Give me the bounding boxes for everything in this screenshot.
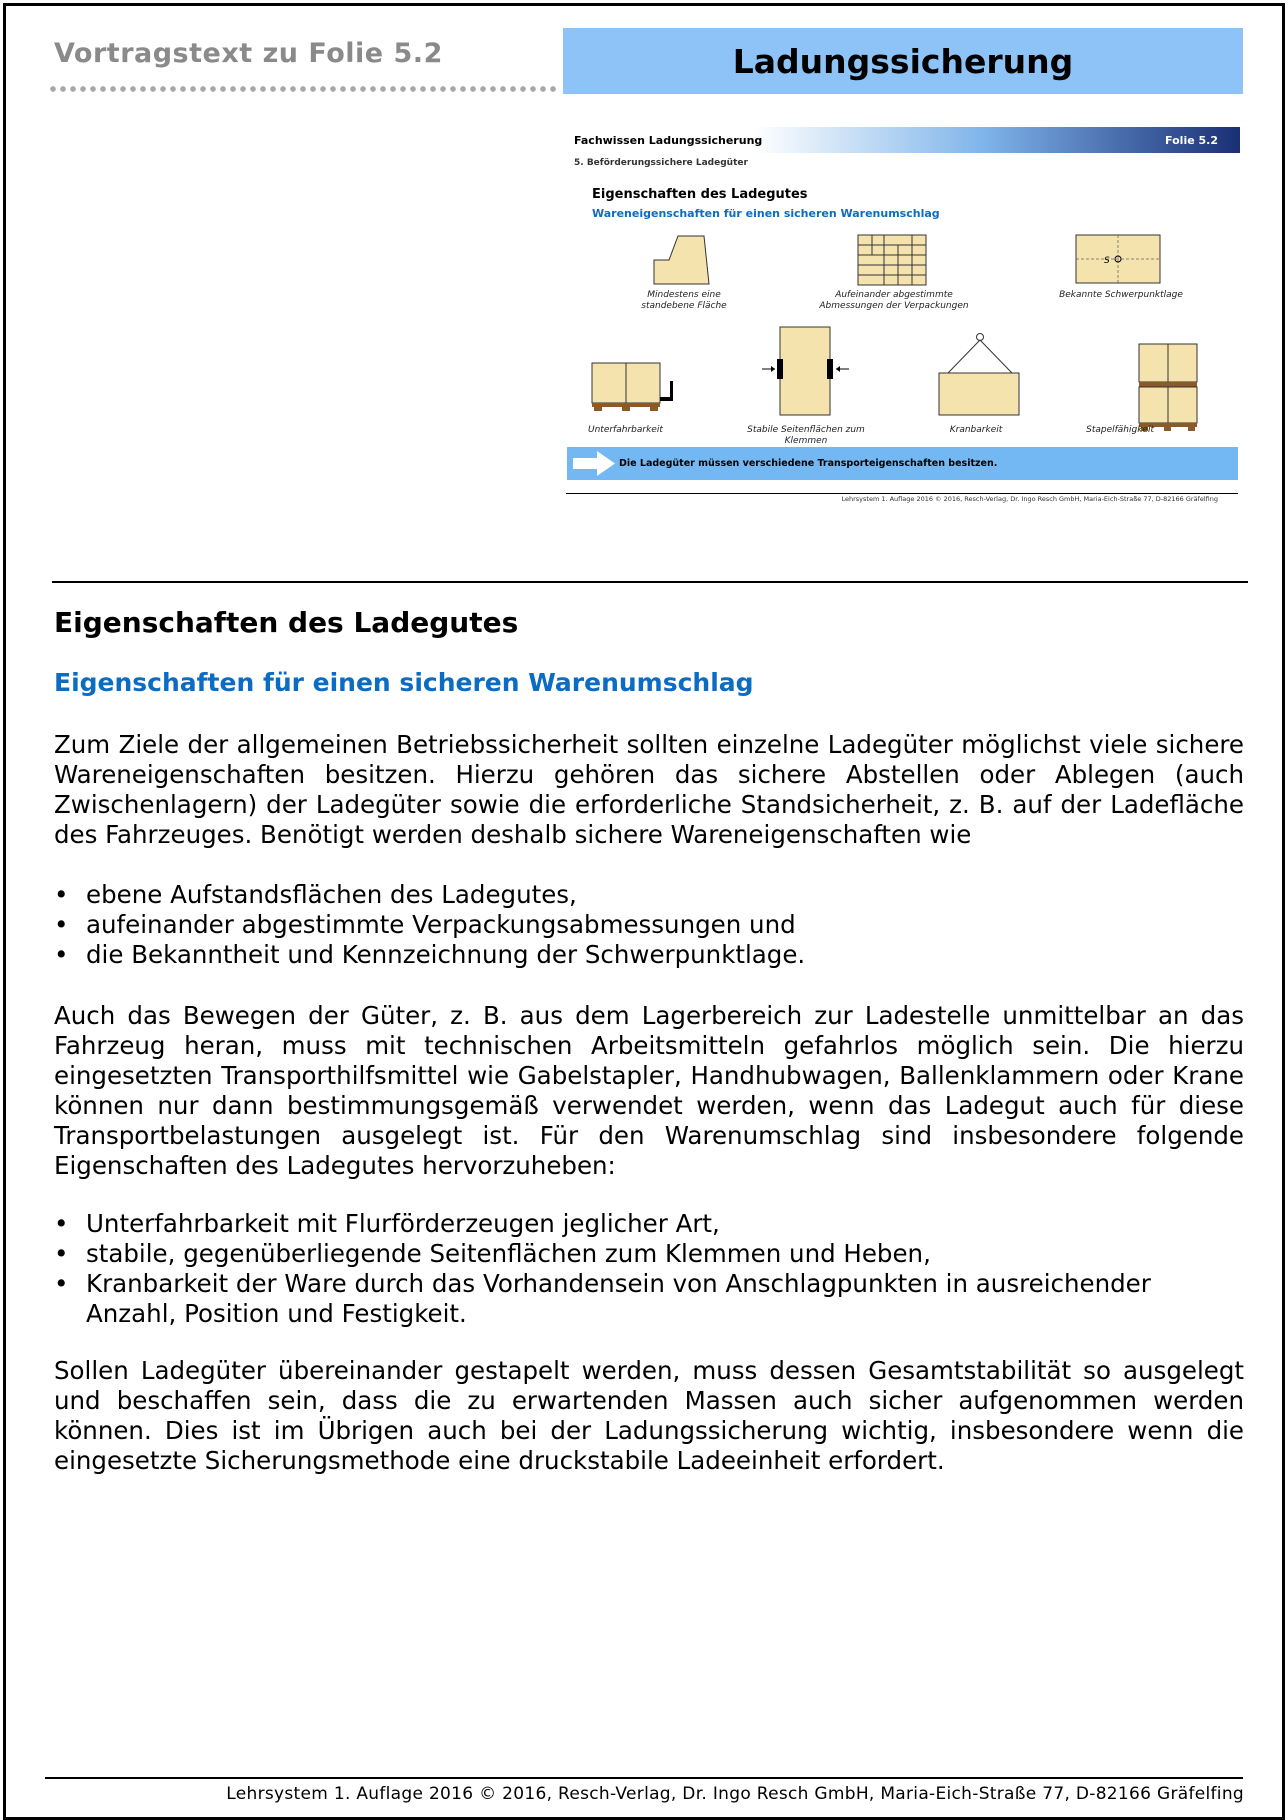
footer-divider [45, 1777, 1243, 1779]
caption-center-of-gravity: Bekannte Schwerpunktlage [1059, 290, 1183, 300]
slide-divider [566, 493, 1238, 494]
list-item [54, 880, 1244, 910]
list-item-text: Unterfahrbarkeit mit Flurförderzeugen jeglicher Art, [86, 1209, 720, 1238]
bullet-list-2 [54, 1209, 1244, 1329]
bullet: • [54, 910, 69, 939]
caption-stackable: Stapelfähigkeit [1086, 425, 1154, 435]
caption-crane: Kranbarkeit [949, 425, 1003, 435]
slide-banner-text: Die Ladegüter müssen verschiedene Transporteigenschaften besitzen. [619, 458, 998, 469]
bullet: • [54, 880, 69, 909]
clamp-sides-icon [762, 327, 849, 415]
page-heading: Eigenschaften des Ladegutes [54, 606, 519, 639]
arrow-right-icon [569, 447, 619, 480]
header-title-bar [563, 28, 1243, 94]
caption-flat-surface: Mindestens eine standebene Fläche [641, 290, 727, 311]
bullet: • [54, 1209, 69, 1238]
list-item [54, 940, 1244, 970]
slide-footer: Lehrsystem 1. Auflage 2016 © 2016, Resch-Verlag, Dr. Ingo Resch GmbH, Maria-Eich-Straße 77, D-82166 Gräfelfing [841, 495, 1218, 503]
slide-heading: Eigenschaften des Ladegutes [592, 187, 808, 202]
paragraph-3: Sollen Ladegüter übereinander gestapelt werden, muss dessen Gesamtstabilität so ausgelegt und beschaffen sein, dass die zu erwartenden Massen auch sicher aufgenommen werden können. Dies ist im Übrigen auch bei der Ladungssicherung wichtig, insbesondere wenn die eingesetzte Sicherungsmethode eine druckstabile Ladeeinheit erfordert. [54, 1356, 1244, 1475]
stacked-packages-icon [858, 235, 926, 285]
caption-dimensions: Aufeinander abgestimmte Abmessungen der Verpackungen [819, 290, 969, 311]
slide-illustrations [566, 127, 1240, 447]
caption-underride: Unterfahrbarkeit [588, 425, 663, 435]
page-footer: Lehrsystem 1. Auflage 2016 © 2016, Resch-Verlag, Dr. Ingo Resch GmbH, Maria-Eich-Straße 77, D-82166 Gräfelfing [226, 1784, 1244, 1804]
list-item-text: aufeinander abgestimmte Verpackungsabmessungen und [86, 910, 796, 939]
list-item [54, 1209, 1244, 1239]
header-right-title: Ladungssicherung [732, 42, 1074, 81]
header-left-title: Vortragstext zu Folie 5.2 [54, 38, 443, 69]
page-subheading: Eigenschaften für einen sicheren Warenumschlag [54, 668, 754, 697]
list-item [54, 910, 1244, 940]
slide-number: Folie 5.2 [1165, 134, 1218, 147]
slide-top-left: Fachwissen Ladungssicherung [574, 134, 763, 147]
list-item-text: die Bekanntheit und Kennzeichnung der Schwerpunktlage. [86, 940, 806, 969]
bullet: • [54, 940, 69, 969]
paragraph-2: Auch das Bewegen der Güter, z. B. aus dem Lagerbereich zur Ladestelle unmittelbar an das Fahrzeug heran, muss mit technischen Arbeitsmitteln gefahrlos möglich sein. Die hierzu eingesetzten Transporthilfsmittel wie Gabelstapler, Handhubwagen, Ballenklammern oder Krane können nur dann bestimmungsgemäß verwendet werden, wenn das Ladegut auch für diese Transportbelastungen ausgelegt ist. Für den Warenumschlag sind insbesondere folgende Eigenschaften des Ladegutes hervorzuheben: [54, 1001, 1244, 1180]
center-of-gravity-icon [1076, 235, 1160, 283]
caption-clamp: Stabile Seitenflächen zum Klemmen [747, 425, 865, 446]
bullet: • [54, 1239, 69, 1268]
list-item-text: stabile, gegenüberliegende Seitenflächen zum Klemmen und Heben, [86, 1239, 931, 1268]
list-item [54, 1239, 1244, 1269]
dotted-divider [48, 85, 560, 93]
flat-surface-icon [654, 236, 709, 284]
list-item [54, 1269, 1244, 1329]
paragraph-1: Zum Ziele der allgemeinen Betriebssicherheit sollten einzelne Ladegüter möglichst viele sichere Wareneigenschaften besitzen. Hierzu gehören das sichere Abstellen oder Ablegen (auch Zwischenlagern) der Ladegüter sowie die erforderliche Standsicherheit, z. B. auf der Ladefläche des Fahrzeuges. Benötigt werden deshalb sichere Wareneigenschaften wie [54, 730, 1244, 849]
slide-banner [567, 447, 1238, 480]
list-item-text: Kranbarkeit der Ware durch das Vorhandensein von Anschlagpunkten in ausreichender Anzahl, Position und Festigkeit. [86, 1269, 1151, 1328]
bullet: • [54, 1269, 69, 1298]
slide-subheading: Wareneigenschaften für einen sicheren Warenumschlag [592, 207, 940, 220]
svg-text:S: S [1104, 256, 1110, 266]
bullet-list-1 [54, 880, 1244, 970]
list-item-text: ebene Aufstandsflächen des Ladegutes, [86, 880, 577, 909]
forklift-pallet-icon [592, 363, 673, 411]
section-separator [52, 581, 1248, 583]
crane-lift-icon [939, 334, 1019, 416]
slide-subtitle: 5. Beförderungssichere Ladegüter [574, 158, 748, 168]
stackable-pallets-icon [1139, 344, 1197, 431]
slide-thumbnail [566, 127, 1240, 507]
